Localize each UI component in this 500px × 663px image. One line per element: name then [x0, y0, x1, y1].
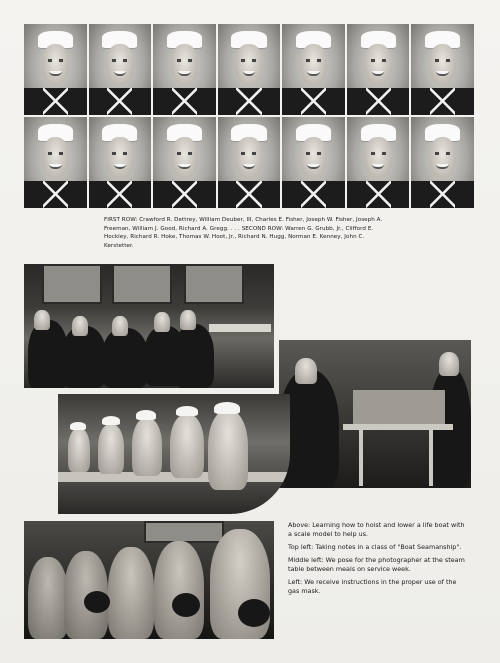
sailor-figure: [439, 352, 459, 376]
portrait-face: [235, 137, 263, 179]
portrait-collar: [236, 181, 261, 208]
portrait-grid: [24, 24, 474, 208]
sailor-figure: [98, 424, 124, 474]
portrait-eyes: [48, 152, 63, 155]
portrait-collar: [43, 181, 68, 208]
portrait-collar: [430, 181, 455, 208]
sailor-figure: [170, 414, 204, 478]
sailor-hat: [102, 416, 120, 425]
portrait-face: [106, 137, 134, 179]
portrait-face: [429, 44, 457, 86]
student-figure: [180, 310, 196, 330]
window: [144, 521, 224, 543]
portrait-eyes: [371, 152, 386, 155]
photo-lifeboat-model: [279, 340, 471, 488]
sailor-figure: [154, 541, 204, 639]
portrait-collar: [366, 181, 391, 208]
gas-mask: [238, 599, 270, 627]
caption-top-left: Top left: Taking notes in a class of "Boat Seamanship".: [288, 542, 462, 551]
sailor-hat: [176, 406, 198, 416]
portrait-face: [171, 137, 199, 179]
sailor-hat: [214, 402, 240, 414]
portrait-collar: [366, 88, 391, 115]
table-leg: [429, 430, 433, 486]
student-figure: [34, 310, 50, 330]
portrait-eyes: [435, 152, 450, 155]
caption-above: Above: Learning how to hoist and lower a life boat with a scale model to help us.: [288, 521, 465, 539]
sailor-portrait: [282, 24, 345, 115]
sailor-figure: [68, 428, 90, 472]
portrait-eyes: [371, 59, 386, 62]
portrait-face: [42, 137, 70, 179]
portrait-collar: [172, 181, 197, 208]
portrait-collar: [107, 88, 132, 115]
portrait-face: [106, 44, 134, 86]
portrait-face: [429, 137, 457, 179]
portrait-eyes: [306, 152, 321, 155]
portrait-eyes: [306, 59, 321, 62]
sailor-figure: [28, 557, 68, 639]
portrait-eyes: [241, 152, 256, 155]
portrait-face: [42, 44, 70, 86]
sailor-portrait: [282, 117, 345, 208]
gas-mask: [84, 591, 110, 613]
sailor-figure: [132, 418, 162, 476]
boat-model: [353, 390, 445, 424]
portrait-face: [300, 137, 328, 179]
portrait-eyes: [241, 59, 256, 62]
portrait-collar: [430, 88, 455, 115]
portrait-collar: [172, 88, 197, 115]
portrait-collar: [236, 88, 261, 115]
portrait-collar: [301, 181, 326, 208]
desk: [209, 324, 271, 332]
student-figure: [174, 324, 214, 388]
sailor-portrait: [218, 117, 281, 208]
student-figure: [112, 316, 128, 336]
caption-names: FIRST ROW: Crawford R. Dettrey, William Deuber, III, Charles E. Fisher, Joseph W. Fisher, Joseph A. Freeman, William J. Good, Richard A. Gregg. . . . SECOND ROW: Warren G. Grubb, Jr., Clifford E. Hockley, Richard R. Hoke, Thomas W. Hoot, Jr., Richard N. Hugg, Norman E. Kenney, John C. Kerstetter.: [104, 217, 383, 249]
sailor-hat: [70, 422, 86, 430]
gas-mask: [172, 593, 200, 617]
sailor-portrait: [153, 24, 216, 115]
sailor-portrait: [24, 24, 87, 115]
student-figure: [72, 316, 88, 336]
sailor-portrait: [218, 24, 281, 115]
sailor-figure: [295, 358, 317, 384]
portrait-eyes: [112, 152, 127, 155]
photo-gas-mask: [24, 521, 274, 639]
sailor-figure: [208, 410, 248, 490]
sailor-portrait: [347, 117, 410, 208]
portrait-face: [235, 44, 263, 86]
sailor-hat: [136, 410, 156, 420]
portrait-eyes: [435, 59, 450, 62]
window: [42, 264, 102, 304]
sailor-portrait: [89, 24, 152, 115]
photo-captions: [288, 521, 468, 599]
sailor-portrait: [411, 24, 474, 115]
caption-left: Left: We receive instructions in the proper use of the gas mask.: [288, 577, 457, 595]
table-leg: [359, 430, 363, 486]
sailor-portrait: [24, 117, 87, 208]
portrait-collar: [43, 88, 68, 115]
portrait-eyes: [48, 59, 63, 62]
sailor-figure: [108, 547, 154, 639]
window: [112, 264, 172, 304]
portrait-collar: [107, 181, 132, 208]
sailor-portrait: [347, 24, 410, 115]
photo-classroom: [24, 264, 274, 388]
portrait-face: [171, 44, 199, 86]
portrait-face: [364, 137, 392, 179]
photo-steam-table: [58, 394, 290, 514]
student-figure: [102, 328, 148, 388]
portrait-face: [364, 44, 392, 86]
portrait-face: [300, 44, 328, 86]
portrait-eyes: [177, 152, 192, 155]
sailor-portrait: [153, 117, 216, 208]
portrait-eyes: [177, 59, 192, 62]
caption-middle-left: Middle left: We pose for the photographer at the steam table between meals on service week.: [288, 555, 465, 573]
sailor-portrait: [89, 117, 152, 208]
portrait-collar: [301, 88, 326, 115]
sailor-portrait: [411, 117, 474, 208]
window: [184, 264, 244, 304]
portrait-eyes: [112, 59, 127, 62]
student-figure: [154, 312, 170, 332]
